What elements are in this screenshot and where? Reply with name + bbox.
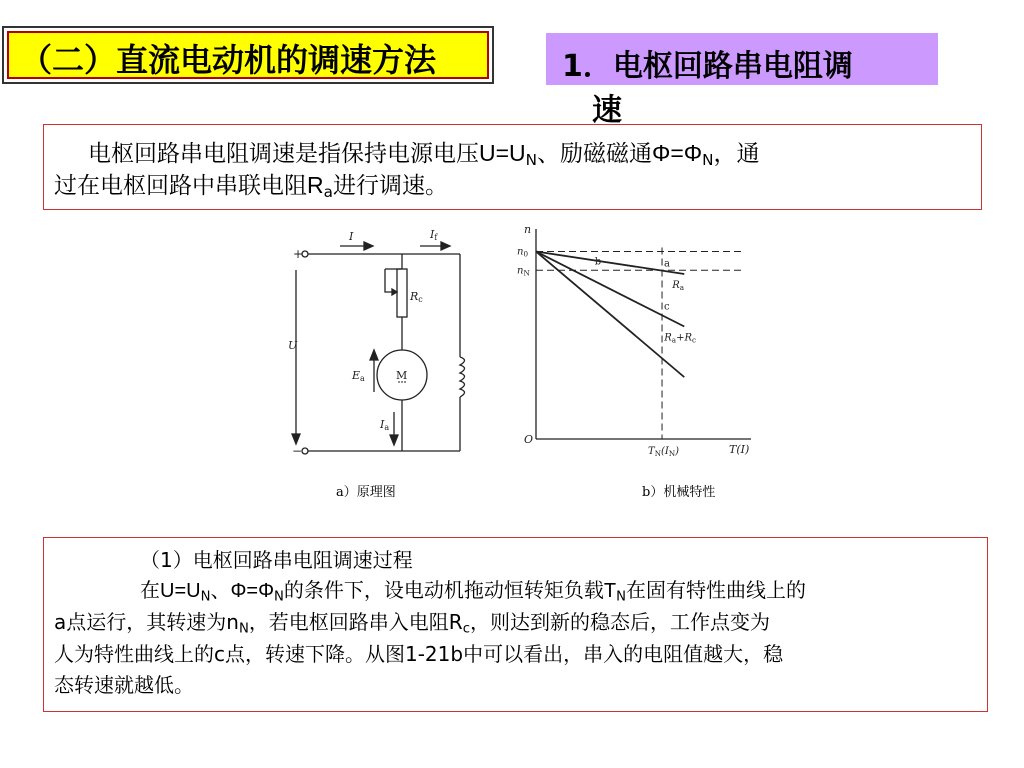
process-heading: （1）电枢回路串电阻调速过程 — [140, 548, 413, 572]
ea-label: Ea — [352, 369, 365, 383]
minus-terminal — [302, 448, 308, 454]
intro-line-2: 过在电枢回路中串联电阻$R_a$进行调速。 — [54, 172, 448, 201]
current-i-label: I — [349, 230, 354, 243]
emf-arrowhead — [370, 350, 378, 360]
ia-label: Ia — [380, 418, 390, 432]
process-line-4: 人为特性曲线上的c点，转速下降。从图1-21b中可以看出，串入的电阻值越大，稳 — [54, 642, 784, 666]
process-paragraph — [43, 537, 988, 712]
section-heading-line1: 1．电枢回路串电阻调 — [562, 49, 853, 84]
current-i-arrowhead — [364, 242, 373, 250]
current-if-label: If — [430, 228, 438, 242]
point-label-c: c — [664, 301, 670, 313]
n0-tick-label: $n_0$ — [517, 246, 529, 259]
intro-line-1: 电枢回路串电阻调速是指保持电源电压$U=U_N$、励磁磁通$\Phi=\Phi_N$，通 — [88, 140, 760, 169]
rheostat-arm — [385, 269, 392, 292]
rheostat-arrow — [392, 289, 397, 295]
field-winding — [460, 357, 465, 397]
series-label-ra-rc: $R_a+R_c$ — [664, 332, 697, 345]
process-line-3: a点运行，其转速为$n_N$，若电枢回路串入电阻$R_c$，则达到新的稳态后，工作点变为 — [54, 610, 770, 637]
y-axis-label: n — [524, 223, 532, 236]
title-banner — [2, 26, 494, 84]
point-label-b: b — [594, 256, 602, 268]
page-title: （二）直流电动机的调速方法 — [20, 41, 437, 79]
circuit-labels — [288, 228, 438, 458]
point-label-a: a — [664, 258, 671, 270]
origin-label: O — [524, 433, 534, 446]
nN-tick-label: $n_N$ — [517, 265, 530, 278]
ia-arrowhead — [390, 435, 398, 445]
circuit-caption: a）原理图 — [336, 485, 396, 500]
intro-paragraph — [43, 124, 982, 210]
section-heading-line2: 速 — [592, 93, 622, 128]
x-axis-label: T(I) — [729, 443, 750, 456]
section-heading-box — [546, 33, 938, 128]
motor-label: M — [396, 369, 408, 382]
voltage-label: U — [288, 339, 298, 352]
plus-label: + — [293, 247, 304, 261]
current-if-arrowhead — [441, 242, 450, 250]
circuit-diagram — [292, 242, 465, 454]
chart-caption: b）机械特性 — [642, 485, 716, 500]
process-line-2: 在$U=U_N$、$\Phi=\Phi_N$的条件下，设电动机拖动恒转矩负载$T_N$在固有特性曲线上的 — [140, 578, 807, 605]
mechanical-characteristic-chart — [517, 223, 751, 458]
resistor-rc — [397, 269, 407, 317]
voltage-arrowhead — [292, 434, 300, 444]
TN-tick-label: $T_N(I_N)$ — [648, 446, 680, 458]
figure — [280, 222, 760, 512]
series-label-ra: $R_a$ — [672, 280, 685, 292]
rc-label: Rc — [410, 290, 423, 304]
process-line-5: 态转速就越低。 — [54, 673, 194, 697]
minus-label: − — [292, 444, 303, 458]
